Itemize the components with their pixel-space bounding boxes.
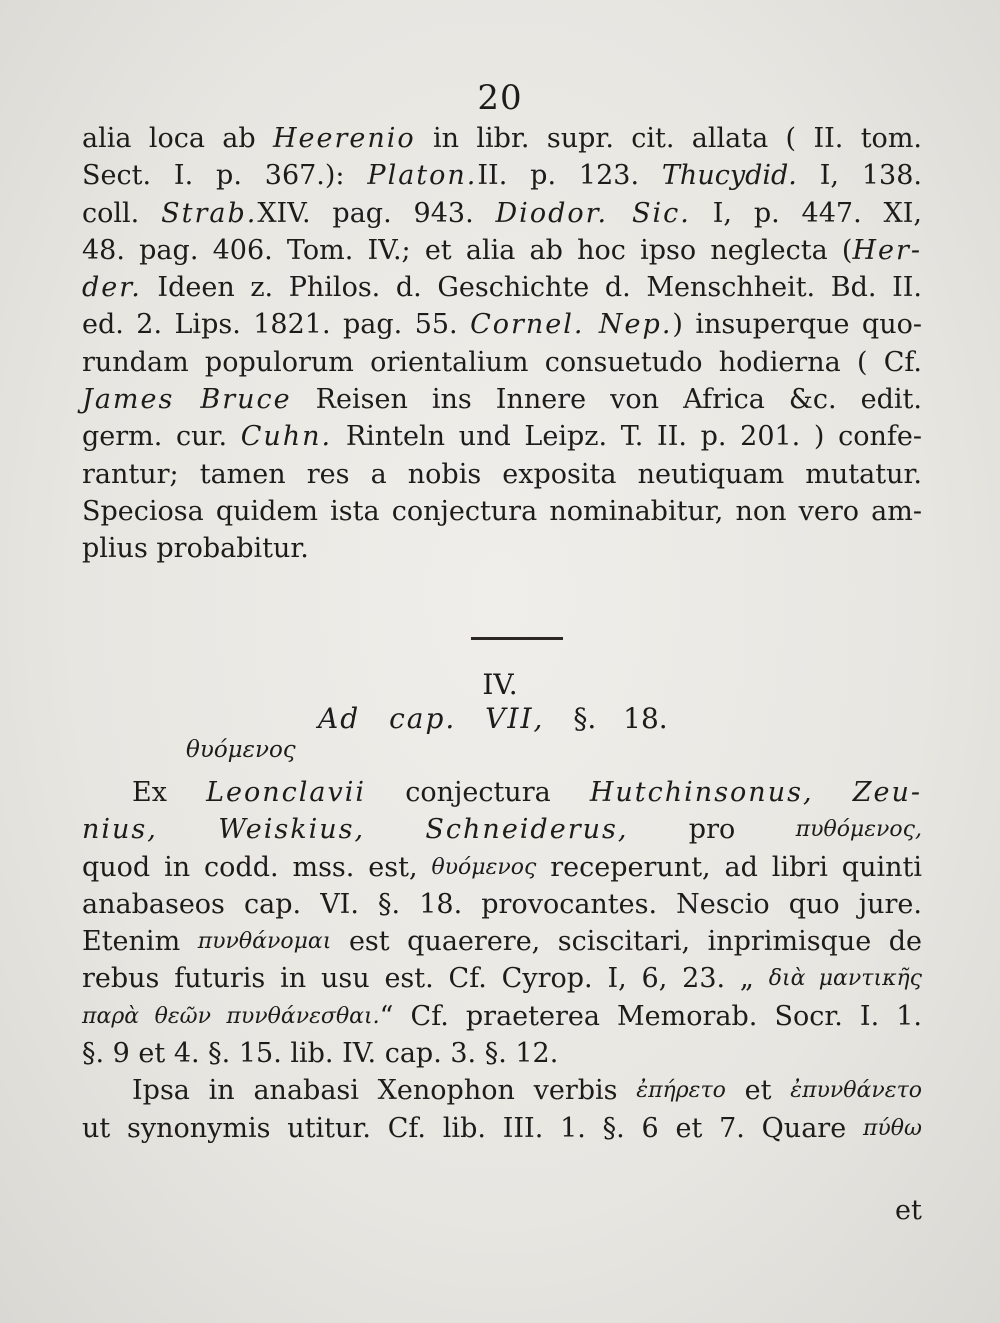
text-line [82, 923, 922, 960]
text-segment: anabaseos cap. VI. §. 18. provocantes. Nescio quo jure. [82, 888, 922, 920]
text-line [82, 960, 922, 997]
text-segment: “ Cf. praeterea Memorab. Socr. I. 1. [379, 1000, 923, 1032]
text-segment: Weiskius, [218, 814, 366, 846]
text-line [82, 886, 922, 923]
text-segment: Schneiderus, [425, 814, 629, 846]
text-line [82, 157, 922, 194]
text-segment: der. [82, 272, 142, 304]
text-segment: ut synonymis utitur. Cf. lib. III. 1. §. 6 et 7. Quare [82, 1112, 863, 1144]
text-segment: Platon. [367, 160, 478, 192]
text-segment: XIV. pag. 943. [257, 197, 496, 229]
text-line [82, 232, 922, 269]
text-segment: coll. [82, 197, 162, 229]
text-segment: ἐπήρετο [636, 1078, 726, 1104]
text-segment [814, 774, 853, 811]
text-line [82, 195, 922, 232]
text-segment: pro [628, 814, 796, 846]
text-segment: nius, [82, 814, 158, 846]
page-number: 20 [477, 78, 523, 118]
text-line [82, 493, 922, 530]
text-segment: ἐπυνθάνετο [790, 1078, 922, 1104]
text-line [82, 120, 922, 157]
text-segment: rantur; tamen res a nobis exposita neutiquam mutatur. [82, 458, 922, 490]
text-line [82, 774, 922, 811]
text-segment: I, p. 447. XI, [690, 197, 922, 229]
text-segment: Sect. I. p. 367.): [82, 160, 368, 192]
text-line [82, 811, 922, 848]
text-line [82, 269, 922, 306]
text-segment: παρὰ θεῶν πυνθάνεσθαι. [82, 1003, 380, 1029]
text-segment: I, 138. [796, 160, 922, 192]
text-line [82, 418, 922, 455]
text-segment [158, 811, 218, 848]
text-segment: Speciosa quidem ista conjectura nominabitur, non vero am- [82, 495, 922, 527]
text-segment: Her- [852, 234, 922, 266]
text-segment: James Bruce [82, 384, 292, 416]
text-segment: conjectura [366, 777, 590, 808]
text-segment: alia loca ab [82, 123, 274, 154]
text-segment: Zeu- [852, 777, 922, 808]
text-segment: Cuhn. [240, 421, 333, 453]
section-title [318, 702, 858, 735]
text-segment: Hutchinsonus, [589, 777, 814, 808]
section-title-paragraph: §. 18. [573, 702, 668, 735]
text-segment: Heerenio [273, 123, 416, 154]
text-segment: quod in codd. mss. est, [82, 851, 432, 883]
text-segment: germ. cur. [82, 421, 241, 453]
text-segment: in libr. supr. cit. allata ( II. tom. [415, 123, 922, 154]
text-segment: πύθω [862, 1115, 922, 1141]
text-segment: ) insuperque quo- [672, 309, 922, 341]
text-segment: πυθόμενος, [795, 817, 922, 843]
text-segment: Cornel. Nep. [470, 309, 673, 341]
section-title-num: VII, [485, 702, 545, 735]
text-segment: διὰ μαντικῆς [768, 966, 922, 992]
paragraph-commentary [82, 774, 922, 1147]
text-segment: Strab. [161, 197, 258, 229]
text-line [82, 1110, 922, 1147]
text-segment: est quaerere, sciscitari, inprimisque de [331, 926, 923, 958]
text-segment: Reisen ins Innere von Africa &c. edit. [291, 384, 922, 416]
text-line [82, 530, 922, 567]
text-line [82, 849, 922, 886]
lemma-greek: θυόμενος [186, 737, 296, 763]
text-line [82, 456, 922, 493]
text-segment: II. p. 123. [477, 160, 662, 192]
text-segment: rundam populorum orientalium consuetudo hodierna ( Cf. [82, 346, 922, 378]
text-line [82, 1035, 922, 1072]
text-segment: 48. pag. 406. Tom. IV.; et alia ab hoc ipso neglecta ( [82, 234, 853, 266]
text-segment: et [725, 1075, 791, 1107]
catchword: et [895, 1195, 922, 1226]
text-segment: θυόμενος [431, 854, 537, 880]
text-segment [365, 811, 425, 848]
text-segment: Leonclavii [206, 777, 367, 808]
text-segment: Ex [132, 777, 207, 808]
text-line [82, 381, 922, 418]
text-segment: Ideen z. Philos. d. Geschichte d. Menschheit. Bd. II. [141, 272, 922, 304]
text-line [82, 1072, 922, 1109]
text-segment: Diodor. Sic. [495, 197, 691, 229]
text-line [82, 998, 922, 1035]
text-segment: plius probabitur. [82, 533, 309, 565]
text-line [82, 306, 922, 343]
section-title-cap: cap. [389, 702, 457, 735]
section-title-ad: Ad [318, 702, 361, 735]
text-segment: receperunt, ad libri quinti [536, 851, 922, 883]
text-segment: ed. 2. Lips. 1821. pag. 55. [82, 309, 471, 341]
text-segment: Rinteln und Leipz. T. II. p. 201. ) confe- [332, 421, 922, 453]
text-line [82, 344, 922, 381]
section-divider [471, 637, 563, 640]
paragraph-continued [82, 120, 922, 568]
text-segment: rebus futuris in usu est. Cf. Cyrop. I, 6, 23. „ [82, 963, 769, 995]
text-segment: Etenim [82, 926, 198, 958]
section-number: IV. [482, 668, 518, 701]
text-segment: §. 9 et 4. §. 15. lib. IV. cap. 3. §. 12. [82, 1038, 559, 1070]
text-segment: πυνθάνομαι [197, 929, 332, 955]
text-segment: Thucydid. [661, 160, 797, 192]
text-segment: Ipsa in anabasi Xenophon verbis [132, 1075, 637, 1107]
